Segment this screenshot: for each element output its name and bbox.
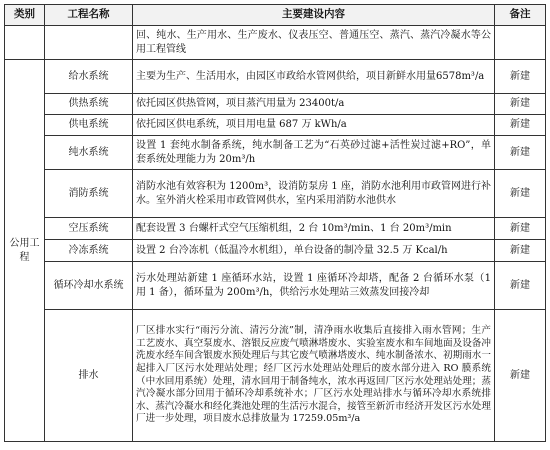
category-cell: 公用工程 [5,60,45,442]
header-category: 类别 [5,5,45,26]
table-row [5,170,546,218]
project-name-cell: 冷冻系统 [45,240,133,262]
content-cell: 依托园区供热管网，项目蒸汽用量为 23400t/a [133,94,495,115]
content-cell: 回、纯水、生产用水、生产废水、仪表压空、普通压空、蒸汽、蒸汽冷凝水等公用工程管线 [133,26,495,60]
table-row [5,115,546,136]
construction-content-table [4,4,546,442]
table-row [5,60,546,94]
content-cell: 依托园区供电系统，项目用电量 687 万 kWh/a [133,115,495,136]
content-cell: 配套设置 3 台螺杆式空气压缩机组，2 台 10m³/min、1 台 20m³/min [133,218,495,240]
project-name-cell: 循环冷却水系统 [45,262,133,310]
remark-cell: 新建 [495,310,546,442]
content-cell: 消防水池有效容积为 1200m³，设消防泵房 1 座，消防水池利用市政管网进行补水。室外消火栓采用市政管网供水，室内采用消防水池供水 [133,170,495,218]
header-content: 主要建设内容 [133,5,495,26]
table-header-row [5,5,546,26]
project-name-cell: 排水 [45,310,133,442]
project-name-cell: 给水系统 [45,60,133,94]
content-cell: 厂区排水实行“雨污分流、清污分流”制，清净雨水收集后直接排入雨水管网；生产工艺废水、真空泵废水、溶银反应废气喷淋塔废水、实验室废水和车间地面及设备冲洗废水经车间含银废水预处理后与其它废气喷淋塔废水、纯水制备浓水、初期雨水一起排入厂区污水处理站处理；经厂区污水处理站处理后的废水部分进入 RO 膜系统（中水回用系统）处理，清水回用于制备纯水，浓水再返回厂区污水处理站处理；蒸汽冷凝水部分回用于循环冷却系统补水；厂区污水处理站排水与循环冷却水系统排水、蒸汽冷凝水和经化粪池处理的生活污水混合，接管至新沂市经济开发区污水处理厂进一步处理，项目废水总排放量为 17259.05m³/a [133,310,495,442]
project-name-cell: 空压系统 [45,218,133,240]
table-row [5,94,546,115]
table-row [5,218,546,240]
project-name-cell: 消防系统 [45,170,133,218]
table-row [5,136,546,170]
project-name-cell: 供热系统 [45,94,133,115]
header-project-name: 工程名称 [45,5,133,26]
remark-cell: 新建 [495,94,546,115]
content-cell: 污水处理站新建 1 座循环水站，设置 1 座循环冷却塔，配备 2 台循环水泵（1 用 1 备），循环量为 200m³/h，供给污水处理站三效蒸发回接冷却 [133,262,495,310]
category-cell-empty [5,26,45,60]
project-name-cell-empty [45,26,133,60]
remark-cell: 新建 [495,60,546,94]
project-name-cell: 供电系统 [45,115,133,136]
remark-cell: 新建 [495,170,546,218]
remark-cell: 新建 [495,240,546,262]
table-row-continued [5,26,546,60]
remark-cell: 新建 [495,262,546,310]
project-name-cell: 纯水系统 [45,136,133,170]
header-remark: 备注 [495,5,546,26]
table-row [5,262,546,310]
remark-cell: 新建 [495,218,546,240]
content-cell: 设置 1 套纯水制备系统，纯水制备工艺为“石英砂过滤+活性炭过滤+RO”，单套系统处理能力为 20m³/h [133,136,495,170]
content-cell: 设置 2 台冷冻机（低温冷水机组），单台设备的制冷量 32.5 万 Kcal/h [133,240,495,262]
remark-cell-empty [495,26,546,60]
remark-cell: 新建 [495,136,546,170]
table-row [5,310,546,442]
table-row [5,240,546,262]
remark-cell: 新建 [495,115,546,136]
content-cell: 主要为生产、生活用水，由园区市政给水管网供给，项目新鲜水用量6578m³/a [133,60,495,94]
